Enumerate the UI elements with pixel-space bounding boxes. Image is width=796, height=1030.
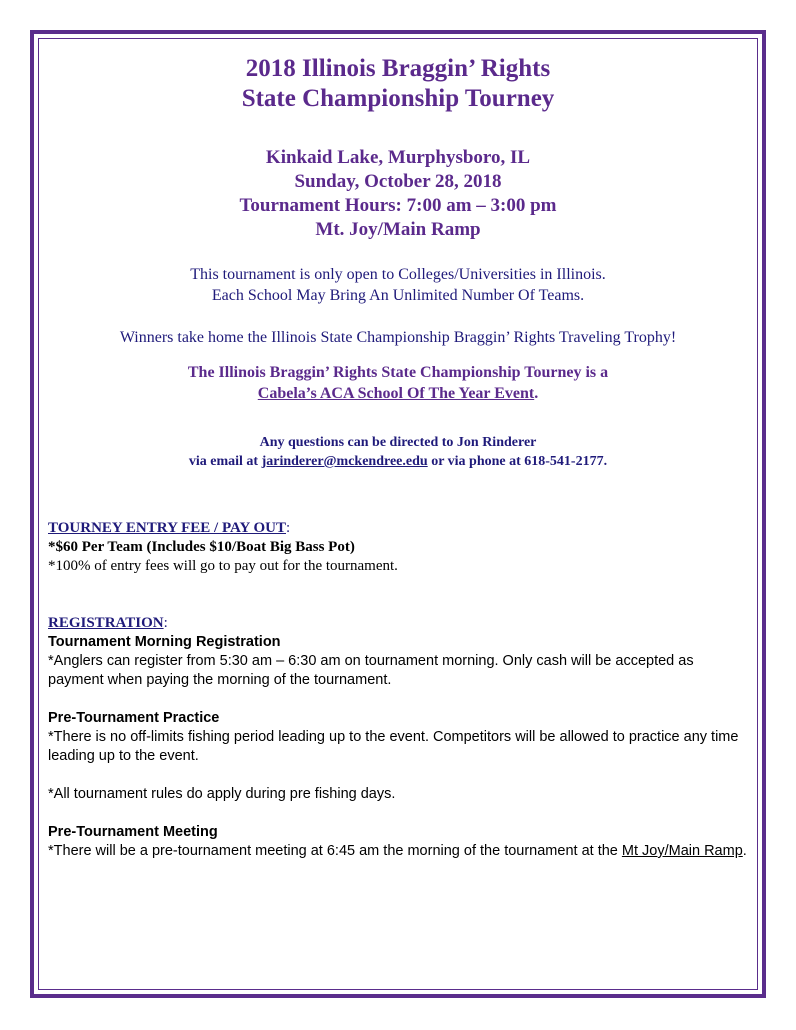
eligibility-line-1: This tournament is only open to Colleges/Universities in Illinois. — [190, 266, 606, 283]
event-info — [48, 146, 748, 242]
practice-text: *There is no off-limits fishing period leading up to the event. Competitors will be allowed to practice any time leading up to the event. — [48, 729, 739, 764]
meeting-text — [48, 842, 748, 861]
aca-line-2-end: . — [534, 385, 539, 402]
contact-line-2 — [48, 452, 748, 471]
meeting-text-start: *There will be a pre-tournament meeting at 6:45 am the morning of the tournament at the — [48, 843, 622, 859]
title-line-2: State Championship Tourney — [241, 85, 555, 112]
registration-heading-row — [48, 614, 748, 633]
event-location: Kinkaid Lake, Murphysboro, IL — [265, 147, 531, 168]
title-block — [48, 54, 748, 114]
title-line-1: 2018 Illinois Braggin’ Rights — [245, 55, 551, 82]
eligibility — [48, 264, 748, 306]
fees-heading: TOURNEY ENTRY FEE / PAY OUT — [48, 520, 286, 536]
event-hours: Tournament Hours: 7:00 am – 3:00 pm — [239, 195, 557, 216]
event-ramp: Mt. Joy/Main Ramp — [315, 219, 481, 240]
meeting-text-end: . — [742, 843, 747, 859]
fees-section — [48, 519, 748, 576]
event-date: Sunday, October 28, 2018 — [294, 171, 502, 192]
fees-line-1: *$60 Per Team (Includes $10/Boat Big Bass Pot) — [48, 539, 355, 555]
contact-line-2-end: or via phone at 618-541-2177. — [427, 454, 608, 469]
morning-registration-text: *Anglers can register from 5:30 am – 6:30 am on tournament morning. Only cash will be accepted as payment when paying the morning of the tournament. — [48, 653, 694, 688]
registration-section — [48, 614, 748, 861]
fees-heading-row — [48, 519, 748, 538]
registration-heading: REGISTRATION — [48, 615, 164, 631]
meeting-ramp-link[interactable]: Mt Joy/Main Ramp — [621, 843, 743, 859]
aca-line-1: The Illinois Braggin’ Rights State Championship Tourney is a — [187, 364, 609, 381]
meeting-title: Pre-Tournament Meeting — [48, 824, 218, 840]
fees-line-2: *100% of entry fees will go to pay out for the tournament. — [48, 558, 398, 574]
flyer-content — [48, 48, 748, 861]
contact-line-2-start: via email at — [188, 454, 262, 469]
registration-heading-colon: : — [163, 615, 168, 631]
contact-block — [48, 433, 748, 471]
morning-registration-title: Tournament Morning Registration — [48, 634, 281, 650]
aca-line-2 — [48, 383, 748, 404]
practice-title: Pre-Tournament Practice — [48, 710, 220, 726]
aca-event-link[interactable]: Cabela’s ACA School Of The Year Event — [257, 385, 535, 402]
trophy-text: Winners take home the Illinois State Championship Braggin’ Rights Traveling Trophy! — [119, 329, 677, 346]
aca-block — [48, 362, 748, 404]
fees-heading-colon: : — [285, 520, 291, 536]
contact-line-1: Any questions can be directed to Jon Rinderer — [259, 435, 537, 450]
contact-email-link[interactable]: jarinderer@mckendree.edu — [261, 454, 428, 469]
eligibility-line-2: Each School May Bring An Unlimited Number Of Teams. — [211, 287, 585, 304]
rules-text: *All tournament rules do apply during pre fishing days. — [48, 786, 396, 802]
